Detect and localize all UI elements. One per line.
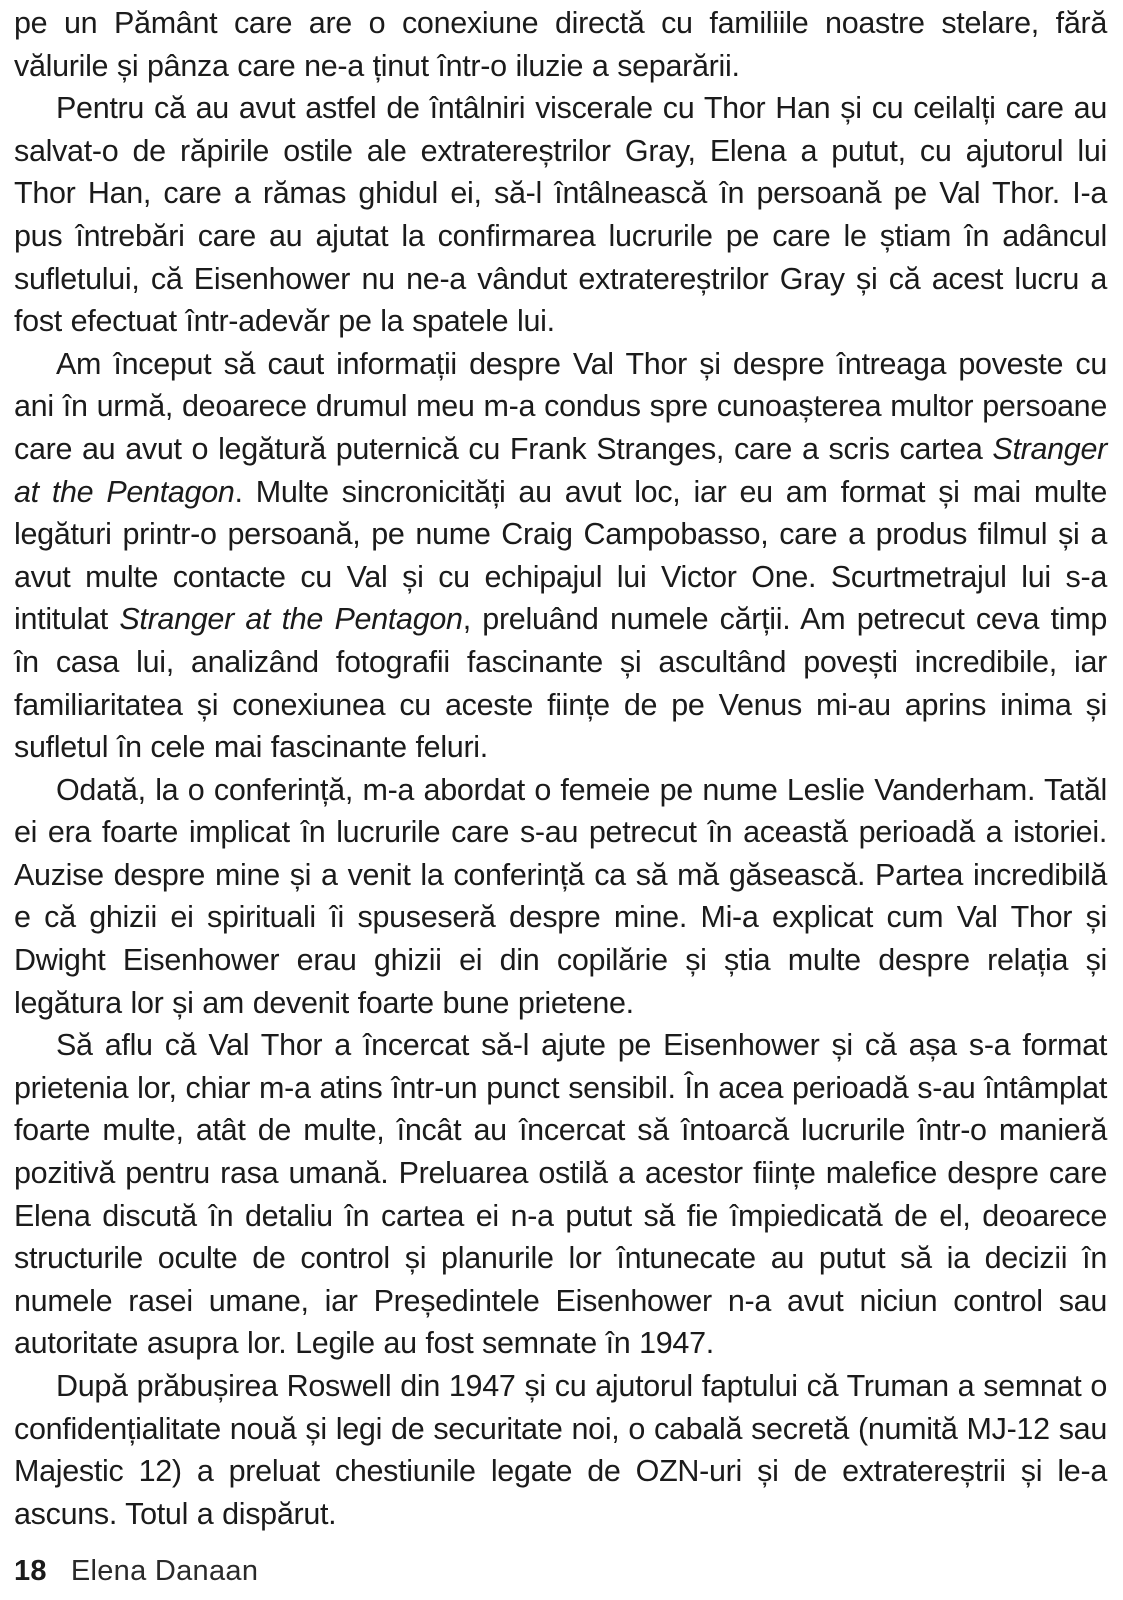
text-run: Odată, la o conferință, m-a abordat o femeie pe nume Leslie Vanderham. Tatăl ei era foarte implicat în lucrurile care s-au petrecut în această perioadă a istoriei. Auzise despre mine și a venit la conferință ca să mă găsească. Partea incredibilă e că ghizii ei spirituali îi spuseseră despre mine. Mi-a explicat cum Val Thor și Dwight Eisenhower erau ghizii ei din copilărie și știa multe despre relația și legătura lor și am devenit foarte bune prietene.	[14, 772, 1107, 1020]
text-run: pe un Pământ care are o conexiune directă cu familiile noastre stelare, fără vălurile și pânza care ne-a ținut într-o iluzie a separării.	[14, 6, 1107, 83]
text-run: După prăbușirea Roswell din 1947 și cu ajutorul faptului că Truman a semnat o confidențialitate nouă și legi de securitate noi, o cabală secretă (numită MJ-12 sau Majestic 12) a preluat chestiunile legate de OZN-uri și de extratereștrii și le-a ascuns. Totul a dispărut.	[14, 1369, 1107, 1531]
paragraph	[14, 769, 1107, 1025]
text-run: Să aflu că Val Thor a încercat să-l ajute pe Eisenhower și că așa s-a format prietenia lor, chiar m-a atins într-un punct sensibil. În acea perioadă s-au întâmplat foarte multe, atât de multe, încât au încercat să întoarcă lucrurile într-o manieră pozitivă pentru rasa umană. Preluarea ostilă a acestor ființe malefice despre care Elena discută în detaliu în cartea ei n-a putut să fie împiedicată de el, deoarece structurile oculte de control și planurile lor întunecate au putut să ia decizii în numele rasei umane, iar Președintele Eisenhower n-a avut niciun control sau autoritate asupra lor. Legile au fost semnate în 1947.	[14, 1028, 1107, 1361]
paragraph	[14, 1365, 1107, 1535]
running-footer-author: Elena Danaan	[70, 1555, 259, 1587]
book-title-italic: Stranger at the Pentagon	[14, 431, 1107, 509]
page-number: 18	[14, 1555, 47, 1587]
paragraph	[14, 1024, 1107, 1365]
text-run: Am început să caut informații despre Val Thor și despre întreaga poveste cu ani în urmă, deoarece drumul meu m-a condus spre cunoașterea multor persoane care au avut o legătură puternică cu Frank Stranges, care a scris cartea	[14, 346, 1107, 466]
text-run: , preluând numele cărții. Am petrecut ceva timp în casa lui, analizând fotografii fascinante și ascultând povești incredibile, iar familiaritatea și conexiunea cu aceste ființe de pe Venus mi-au aprins inima și sufletul în cele mai fascinante feluri.	[14, 602, 1107, 765]
paragraph	[14, 2, 1107, 87]
paragraph	[14, 343, 1107, 769]
paragraph	[14, 87, 1107, 343]
text-run: . Multe sincronicități au avut loc, iar eu am format și mai multe legături printr-o persoană, pe nume Craig Campobasso, care a produs filmul și a avut multe contacte cu Val și cu echipajul lui Victor One. Scurtmetrajul lui s-a intitulat	[14, 474, 1107, 637]
text-run: Pentru că au avut astfel de întâlniri viscerale cu Thor Han și cu ceilalți care au salvat-o de răpirile ostile ale extratereștrilor Gray, Elena a putut, cu ajutorul lui Thor Han, care a rămas ghidul ei, să-l întâlnească în persoană pe Val Thor. I-a pus întrebări care au ajutat la confirmarea lucrurile pe care le știam în adâncul sufletului, că Eisenhower nu ne-a vândut extratereștrilor Gray și că acest lucru a fost efectuat într-adevăr pe la spatele lui.	[14, 91, 1107, 339]
book-title-italic: Stranger at the Pentagon	[119, 602, 463, 637]
page-footer	[14, 1555, 258, 1588]
